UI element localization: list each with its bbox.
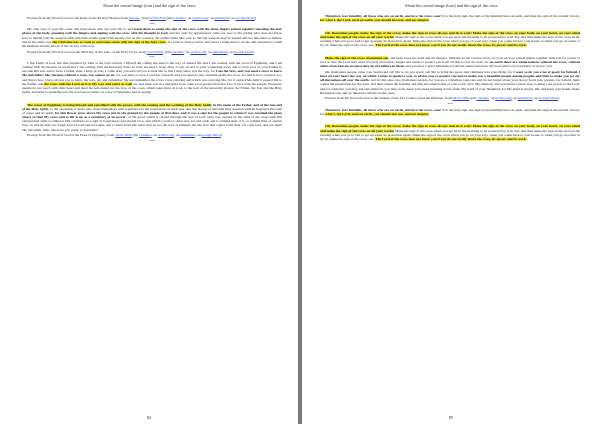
source-link[interactable]: 31-03-2019 <box>146 49 164 54</box>
text-run: ) <box>255 16 257 20</box>
highlighted-text: the cross with the Lord on it is My way and yours as well <box>44 81 132 86</box>
bold-text: Therefore, love humility, all those who are on earth, and love the cross, sons! <box>325 14 442 18</box>
highlighted-text: what I, the Lord, used on earth, you should also use, and not despise. <box>325 111 429 116</box>
highlighted-text: The water of Epiphany is being blessed and sanctified with the power, with the coming and the working of the Holy Spirit <box>27 102 212 107</box>
body-paragraph <box>320 70 580 95</box>
bold-text: Therefore, love humility, all those who are on earth, and love the cross, sons! <box>325 107 442 112</box>
source-link[interactable]: 22-03-2019 <box>149 16 166 20</box>
text-run: ; on <box>184 49 191 54</box>
source-link[interactable]: archive.org <box>495 96 512 101</box>
highlighted-text: for what I, the Lord, used on earth, you should also use, and not despise. <box>320 18 430 23</box>
source-link[interactable]: archive.org <box>192 16 209 20</box>
body-paragraph <box>320 14 580 22</box>
highlighted-text: the Christian has to want to overcome satan with the sign of the holy cross <box>52 39 166 44</box>
source-link[interactable]: Sebaste <box>129 16 140 20</box>
text-run: Oh, take care of your life, sons, and learn those who see your life is, and <box>27 27 134 32</box>
text-run: , oh, and there was not and there is no other love greater than that face to face with the people. However, people do not touch with their heart and deed the self-denial for the love of the cross, which takes man on it up to the God of the heavenly glories, the Father, the Son and the Holy Spirit, and Who is speaking now the word upon waters on a day of Epiphany and is saying: <box>22 81 283 94</box>
source-link[interactable]: Calameo <box>171 49 184 54</box>
highlighted-text: Make the sign of the cross, Romanian son <box>325 55 389 60</box>
text-run: ; on <box>511 96 518 101</box>
source-link[interactable]: jumpshare <box>517 96 533 101</box>
text-run: ; on <box>229 16 236 20</box>
text-run: *** <box>149 21 155 26</box>
text-run: , of the grace which it carried through the Son of God, Who was carried on the arms of the cross with His outstretched arms to embrace His crucifiers as a sign of forgiveness and eternal love, and which I want to share now far and wide and to remind man of it, to remind man of eternal love, so that he may not forget how I loved and love him, and to learn from Me what love is, not the love of himself, but the love that comes from man, for I am love, and not man! Oh, but when, man, when are you going to learn this? <box>22 115 282 132</box>
text-run: Excerpt from the Word of God on the third day of the Lent, of the Holy Cross, from <box>27 49 147 54</box>
source-link[interactable]: Calameo <box>476 96 490 101</box>
text-run: . (On <box>163 49 172 54</box>
highlighted-text: Oh, Romanian people, make the sign of the cross; make the sign of cross always and do it a lot! Make the sign of the cross on your body, on your heart, on your mind and make the sign of the cross on all your works! <box>320 124 580 133</box>
body-paragraph <box>320 56 580 68</box>
body-paragraph <box>22 27 282 48</box>
text-run: It is the holy sign, the sign of the humility here on earth, and then the sign of the eternal victory, for <box>320 107 580 116</box>
paragraph-spacer <box>320 24 580 31</box>
text-run: ; on <box>532 96 539 101</box>
text-run: *** <box>447 102 453 106</box>
source-link[interactable]: Google Drive <box>233 49 254 54</box>
page-header: About the carved image (icon) and the sign of the cross <box>102 3 196 8</box>
text-run: ; on <box>489 96 496 101</box>
text-run: I, the Lamb of God, the One baptized by John at the river Jordan, I Myself am calling the man to the way of eternal life and I am coming with the word of Epiphany, and I am coming with the heaven on earth and I am coming with the heavenly hosts as well, because I want, man, to put an end to your wandering away and to have God as your Father to become His son, and to have a father, man. I have no rest; I come after you and call you to hear Me so that I may show you the way, for <box>22 60 282 74</box>
text-run: , from <box>139 16 150 20</box>
text-run: , to the cleansing of those who clean themselves with repentance in the forgiveness of their sins, and that flower of the basil may sweeten with its fragrance the taste of water and its spirit, <box>22 106 283 115</box>
source-link[interactable]: archive.org <box>190 49 207 54</box>
text-run: ) Let all your priests gather together with you for prayer to God so that the Lord may send you holy protection, angels and saints to protect you from all that is evil on earth, for <box>320 55 581 65</box>
source-link[interactable]: Calameo <box>173 16 186 20</box>
bold-text: teach them to make the sign of the cross with the three fingers joined together touching the four places of the body, pressing with the fingers and signing well the cross with his thought to God <box>22 27 282 36</box>
right-page <box>302 0 600 424</box>
text-run: ) <box>253 49 255 54</box>
text-run: (On <box>165 16 174 20</box>
text-run: , and for this take care, Romanian people, for you are a Christian; take care and do not forget about your dowry from your parents, for behold, there comes the preparation for the Lent, and then comes the feasting and then the resurrection of your Lord, all to My memory, and you learn to know how to bring your prayer to the Lord, and for whatever you may ask and whatever you may work, keep your heart kneeling down under My hand of your Shepherd, for My hand is strong. Oh, and keep your hands clean, Romanian son, and do likewise with the works, sons. <box>320 78 580 95</box>
text-run: ; on <box>206 49 213 54</box>
source-link[interactable]: Google Drive <box>235 16 255 20</box>
body-paragraph <box>22 61 282 94</box>
source-citation <box>22 16 282 20</box>
section-separator <box>22 139 282 143</box>
text-run: Excerpt from the Word of God at the Feast of the 40 holy Martyrs from <box>27 16 129 20</box>
paragraph-spacer <box>320 49 580 56</box>
source-link[interactable]: 19-01-2020 <box>115 133 132 138</box>
highlighted-text: Oh, Romanian people, make the sign of the cross; make the sign of cross always and do it a lot! Make the sign of the cross on your body, on your heart, on your mind and make the sign of the cross on all your works! <box>320 30 580 39</box>
page-body <box>320 14 580 143</box>
bold-text: I am the Way, and you need a cross to know Me and follow Me, because without a cross you cannot go on <box>22 69 283 78</box>
body-paragraph <box>320 31 580 48</box>
bold-text: , in the name of the Father, and of the Son and of the Holy Spirit <box>22 102 282 111</box>
paragraph-spacer <box>320 117 580 124</box>
text-run: Make the sign of the cross when you get up in the morning to be protected by it all day, and then make the sign of the cross in the evening when you go to bed to get up under its protection again. Make the sign of the cross when you go on your way, when you come back to your house or when you go on water or by air, make the sign of the cross, son. <box>320 34 580 48</box>
text-run: , and keep away the evils and all dangers. ( <box>388 55 450 60</box>
highlighted-text: The Lord of the cross does not know you if you do not testify about the cross, its power and its work. <box>375 136 527 141</box>
text-run: Oh, Romanian people, raise your hands and call Me to do you good; call Me to bring the peace and calmness into your midst, for <box>325 69 514 74</box>
text-run: *** <box>149 138 155 143</box>
source-link[interactable]: Calameo <box>139 133 152 138</box>
page-header: About the carved image (icon) and the sign of the cross <box>404 3 498 8</box>
paragraph-spacer <box>22 96 282 103</box>
text-run: ) <box>558 96 560 101</box>
text-run: *** <box>149 55 155 60</box>
section-separator <box>22 55 282 59</box>
page-body <box>22 16 282 145</box>
text-run: Mission to the Corona virus, r.n. <box>449 55 497 60</box>
source-link[interactable]: Google Drive <box>201 133 221 138</box>
highlighted-text: The Lord of the cross does not know you if you do not testify about the cross, its power and its work. <box>375 43 527 48</box>
source-link[interactable]: Google Drive <box>538 96 559 101</box>
page-number: 85 <box>448 415 454 420</box>
text-run: ; on <box>195 133 202 138</box>
source-citation <box>320 96 580 100</box>
section-separator <box>320 102 580 106</box>
text-run: ; on <box>208 16 215 20</box>
text-run: , for you have so love it and not yourself, and you need to stay obedient under the cross, for this is how I stayed, too, and this is how I have shown you to know the way, oh, and remember Me and remember the cross I was carrying and which was carrying Me, for it carried Me until it passed Me to the Father, and <box>22 73 282 86</box>
bold-text: I want to do you a lot of good, for behold, I have on your heart the way on which I come to speak to you, to advise you, to protect you and to make you a beautiful people among peoples and then to make you joy for all the nations all over the earth <box>320 69 580 83</box>
body-paragraph <box>320 108 580 116</box>
bold-text: for this flower grew above My cross put in the ground by the people of that time, and it was a sign for the people to whom it was revealed the place where to find My cross and to lift it up as a testimony of its power <box>22 110 282 120</box>
left-page <box>0 0 298 424</box>
source-citation <box>22 50 282 54</box>
bold-text: on earth there are whole nations without the cross, without saints from heaven, because they do not believe in them <box>320 60 580 69</box>
body-paragraph <box>22 103 282 132</box>
page-number: 84 <box>146 415 152 420</box>
text-run: ; on <box>185 16 193 20</box>
text-run: Excerpt from the Word of God on the Sunday of the Tax Collector and the Pharisee, from <box>325 96 453 101</box>
text-run: , for satan is always active and tries to bring man to do his will and then to crush his moment and the power of his victory with God. <box>22 39 282 48</box>
source-link[interactable]: archive.org <box>157 133 174 138</box>
body-paragraph <box>320 124 580 141</box>
text-run: ; on <box>151 133 158 138</box>
source-link[interactable]: jumpshare <box>212 49 228 54</box>
text-run: Excerpt from the Word of God at the Feast of Epiphany, from <box>27 133 116 138</box>
text-run: ) <box>220 133 222 138</box>
text-run: (On <box>131 133 140 138</box>
source-link[interactable]: 09-02-2020 <box>452 96 470 101</box>
text-run: Make the sign of the cross when you get up in the morning to be protected by it all day, and then make the sign of the cross in the evening when you go to bed to get up under its protection again. Make the sign of the cross when you go on your way, when you come back to your house or when you go on water or by air, make the sign of the cross, son. <box>320 128 580 141</box>
text-run: It is the holy sign, the sign of the humility here on earth, and then the sign of the eternal victory, <box>441 14 580 18</box>
text-run: , and you have a great inheritance from the saints who have left your path to God and that of God to you. <box>403 64 553 69</box>
text-run: ; on <box>173 133 181 138</box>
source-link[interactable]: jumpshare <box>214 16 230 20</box>
text-run: ; on <box>227 49 234 54</box>
source-link[interactable]: jumpshare <box>180 133 196 138</box>
text-run: , and not only for appearances’ sake, for woe to the soldier who does not know how to handle well his weapon with which he stands against his enemy; but on the contrary, the soldier must take care so that his weapon may be loaded and not unloaded or bullets, and in the same way <box>22 31 282 44</box>
source-citation <box>22 133 282 137</box>
text-run: (On <box>469 96 477 101</box>
section-separator <box>22 22 282 26</box>
